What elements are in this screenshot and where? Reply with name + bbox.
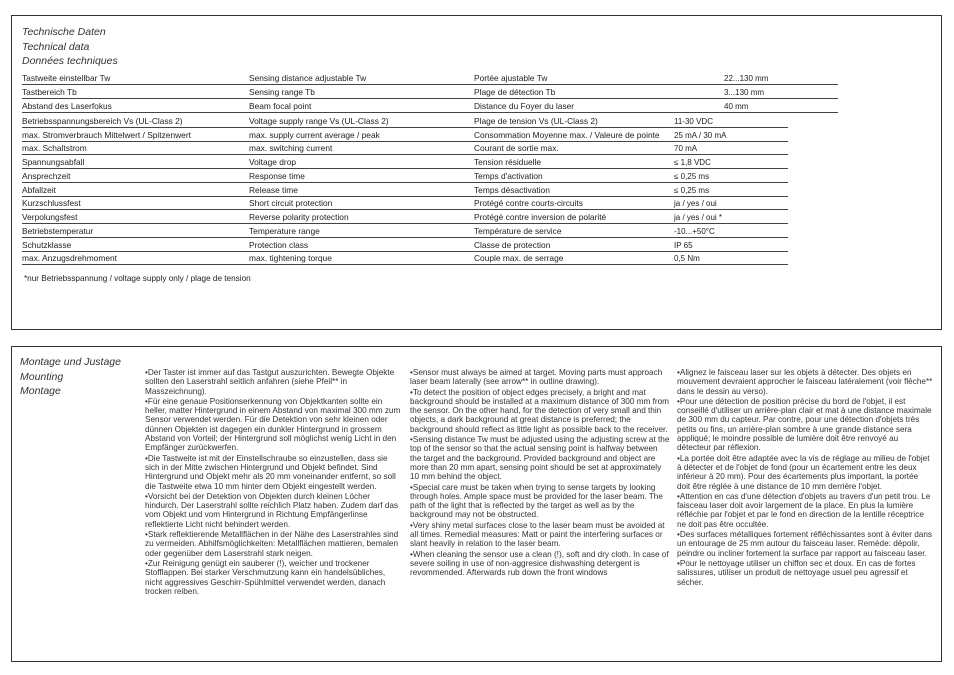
spec-label-en: Beam focal point [249, 100, 312, 111]
spec-label-de: Verpolungsfest [22, 212, 78, 222]
row-divider [22, 84, 838, 85]
mounting-paragraph-en: •Special care must be taken when trying to sense targets by looking through holes. Ample space must be provided for the laser beam. The path of the light that is reflected by the target as well as by the background may not be obstructed. [410, 482, 663, 520]
spec-value: ≤ 1,8 VDC [674, 158, 711, 167]
spec-value: ≤ 0,25 ms [674, 171, 710, 181]
mounting-paragraph-fr: •Des surfaces métalliques fortement réfléchissantes sont à éviter dans un entourage de 25 mm autour du faisceau laser. Remède: dépolir, peindre ou incliner fortement la surface par rapport au faisceau laser. [677, 530, 932, 558]
row-divider [22, 98, 838, 99]
spec-label-fr: Distance du Foyer du laser [474, 100, 575, 111]
mounting-paragraph-de: •Stark reflektierende Metallflächen in der Nähe des Laserstrahles sind zu vermeiden. Abhilfsmöglichkeiten: Metallflächen mattieren, bemalen oder gegenüber dem Laserstrahl stark neigen. [145, 530, 399, 558]
mounting-titles [20, 355, 121, 399]
title-de: Technische Daten [22, 26, 106, 38]
spec-value: ≤ 0,25 ms [674, 185, 710, 195]
mounting-paragraph-de: •Vorsicht bei der Detektion von Objekten durch kleinen Löcher hindurch. Der Laserstrahl sollte reichlich Platz haben. Zudem darf das vom Objekt und vom Hintergrund in Richtung Empfängerlinse reflektierte Licht nicht behindert werden. [145, 491, 399, 529]
mounting-paragraph-de: •Zur Reinigung genügt ein sauberer (!), weicher und trockener Stofflappen. Bei starker Verschmutzung kann ein handelsübliches, nicht aggressives Geschirr-Spühlmittel verwendet werden, danach trocken reiben. [145, 558, 386, 596]
spec-label-de: Abfallzeit [22, 184, 56, 195]
spec-label-fr: Temps désactivation [474, 184, 550, 195]
spec-label-en: Sensing range Tb [249, 86, 315, 97]
spec-label-fr: Tension résiduelle [474, 157, 542, 167]
spec-label-en: Voltage drop [249, 157, 297, 167]
spec-label-de: Kurzschlussfest [22, 198, 81, 209]
spec-label-fr: Protégé contre courts-circuits [474, 198, 583, 209]
mounting-paragraph-de: •Die Tastweite ist mit der Einstellschraube so einzustellen, dass sie sich in der Mitte zwischen Hintergrund und Objekt befindet. Sind Hintergrund und Objekt mehr als 20 mm voneinander entfernt, so soll die Tastweite etwa 10 mm hinter dem Objekt eingestellt werden. [145, 453, 396, 491]
spec-label-en: Short circuit protection [249, 198, 333, 209]
spec-label-en: max. tightening torque [249, 253, 332, 264]
spec-label-en: max. switching current [249, 143, 333, 154]
spec-label-fr: Plage de tension Vs (UL-Class 2) [474, 115, 598, 126]
mounting-paragraph-de: •Der Taster ist immer auf das Tastgut auszurichten. Bewegte Objekte sollten den Laserstrahl seitlich anfahren (siehe Pfeil** in Masszeichnung). [145, 368, 395, 396]
spec-value: 0,5 Nm [674, 254, 700, 264]
spec-label-de: Abstand des Laserfokus [22, 100, 112, 111]
mounting-paragraph-fr: •Attention en cas d'une détection d'objets au travers d'un petit trou. Le faisceau laser doit avoir largement de la place. En plus la lumière réfléchie par l'objet et par le fond en direction de la lentille réceptrice ne doit pas être occultée. [677, 491, 931, 529]
spec-label-de: Schutzklasse [22, 239, 72, 250]
spec-value: IP 65 [674, 240, 693, 250]
spec-value: 3...130 mm [724, 87, 765, 97]
spec-value: 22...130 mm [724, 74, 769, 83]
spec-label-fr: Température de service [474, 225, 562, 236]
spec-label-en: max. supply current average / peak [249, 129, 380, 140]
row-divider [22, 112, 838, 113]
mounting-paragraph-fr: •Pour une détection de position précise du bord de l'objet, il est conseillé d'utiliser un arrière-plan clair et mat à une distance maximale de 300 mm du capteur. Par contre, pour une détection d'objets très petits ou fins, un arrière-plan sombre à une grande distance sera appliqué; le moindre possible de lumière doit être renvoyé au détecteur par réflexion. [677, 396, 932, 453]
spec-label-fr: Portée ajustable Tw [474, 73, 548, 83]
mounting-paragraph-en: •Very shiny metal surfaces close to the laser beam must be avoided at all times. Remedial measures: Matt or paint the interfering surfaces or slant heavily in relation to the laser beam. [410, 520, 665, 549]
spec-value: -10...+50°C [674, 226, 715, 236]
spec-label-de: Tastbereich Tb [22, 86, 77, 97]
mounting-paragraph-fr: •La portée doit être adaptée avec la vis de réglage au milieu de l'objet à détecter et de l'objet de fond (pour un écartement entre les deux inférieur à 20 mm). Pour des écartements plus important, la portée doit être réglée à une distance de 10 mm derrière l'objet. [677, 453, 930, 491]
spec-label-de: Betriebsspannungsbereich Vs (UL-Class 2) [22, 115, 183, 126]
spec-label-en: Sensing distance adjustable Tw [249, 73, 367, 83]
title-fr: Données techniques [22, 55, 118, 67]
spec-label-de: Spannungsabfall [22, 157, 85, 167]
mounting-title-en: Mounting [20, 370, 64, 383]
footnote: *nur Betriebsspannung / voltage supply only / plage de tension [24, 274, 251, 283]
spec-value: ja / yes / oui * [674, 213, 723, 222]
spec-label-en: Reverse polarity protection [249, 212, 349, 222]
title-en: Technical data [22, 40, 90, 53]
mounting-panel [11, 346, 942, 662]
spec-label-fr: Temps d'activation [474, 170, 543, 181]
mounting-paragraph-en: •When cleaning the sensor use a clean (!), soft and dry cloth. In case of severe soiling in use of non-aggresice dishwashing detergent is revommended. Afterwards rub down the front windows [410, 549, 669, 578]
spec-label-fr: Protégé contre inversion de polarité [474, 212, 607, 222]
spec-value: 70 mA [674, 144, 698, 154]
spec-label-en: Voltage supply range Vs (UL-Class 2) [249, 115, 389, 126]
spec-label-de: max. Anzugsdrehmoment [22, 253, 117, 264]
spec-label-de: max. Stromverbrauch Mittelwert / Spitzenwert [22, 129, 191, 140]
mounting-text-en [410, 368, 670, 579]
spec-value: ja / yes / oui [674, 199, 717, 209]
technical-data-titles [22, 25, 118, 69]
spec-label-fr: Couple max. de serrage [474, 253, 564, 264]
row-divider [22, 264, 788, 265]
mounting-title-de: Montage und Justage [20, 356, 121, 368]
mounting-paragraph-en: •Sensing distance Tw must be adjusted using the adjusting screw at the top of the sensor so that the actual sensing point is halfway between the target and the background. Provided background and object are more than 20 mm apart, sensing point should be set at approximately 10 mm behind the object. [410, 435, 670, 482]
mounting-title-fr: Montage [20, 385, 61, 397]
technical-data-panel [11, 15, 942, 330]
mounting-text-fr [677, 368, 933, 588]
spec-label-de: max. Schaltstrom [22, 143, 87, 154]
mounting-paragraph-en: •To detect the position of object edges precisely, a bright and mat background should be installed at a maximum distance of 300 mm from the sensor. On the other hand, for the detection of very small and thin objects, a dark background at great distance is preferred; the background should reflect as little light as possible back to the receiver. [410, 387, 669, 434]
mounting-paragraph-fr: •Alignez le faisceau laser sur les objets à détecter. Des objets en mouvement devraient approcher le faisceau latéralement (voir flèche** dans le dessin au verso). [677, 368, 933, 396]
spec-label-de: Betriebstemperatur [22, 225, 94, 236]
mounting-text-de [145, 368, 403, 597]
spec-value: 11-30 VDC [674, 116, 713, 126]
spec-label-fr: Classe de protection [474, 239, 551, 250]
spec-value: 25 mA / 30 mA [674, 130, 727, 140]
spec-label-fr: Consommation Moyenne max. / Valeure de pointe [474, 129, 660, 140]
spec-label-en: Response time [249, 170, 305, 181]
spec-label-de: Ansprechzeit [22, 170, 71, 181]
spec-label-en: Temperature range [249, 225, 320, 236]
mounting-paragraph-fr: •Pour le nettoyage utiliser un chiffon sec et doux. En cas de fortes salissures, utiliser un produit de nettoyage usuel peu agressif et sécher. [677, 558, 916, 587]
spec-label-fr: Courant de sortie max. [474, 143, 559, 154]
spec-label-en: Release time [249, 184, 298, 195]
mounting-paragraph-en: •Sensor must always be aimed at target. Moving parts must approach laser beam laterally (see arrow** in outline drawing). [410, 368, 663, 387]
spec-label-en: Protection class [249, 239, 309, 250]
mounting-paragraph-de: •Für eine genaue Positionserkennung von Objektkanten sollte ein heller, matter Hintergrund in einem Abstand von maximal 300 mm zum Sensor verwendet werden. Für die Detektion von sehr kleinen oder dünnen Objekten ist dagegen ein dunkler Hintergrund in grossem Abstand von Vorteil; der Hintergrund soll möglichst wenig Licht in den Empfänger zurückwerfen. [145, 396, 401, 453]
spec-label-fr: Plage de détection Tb [474, 86, 556, 97]
spec-value: 40 mm [724, 101, 749, 111]
spec-label-de: Tastweite einstellbar Tw [22, 73, 111, 83]
